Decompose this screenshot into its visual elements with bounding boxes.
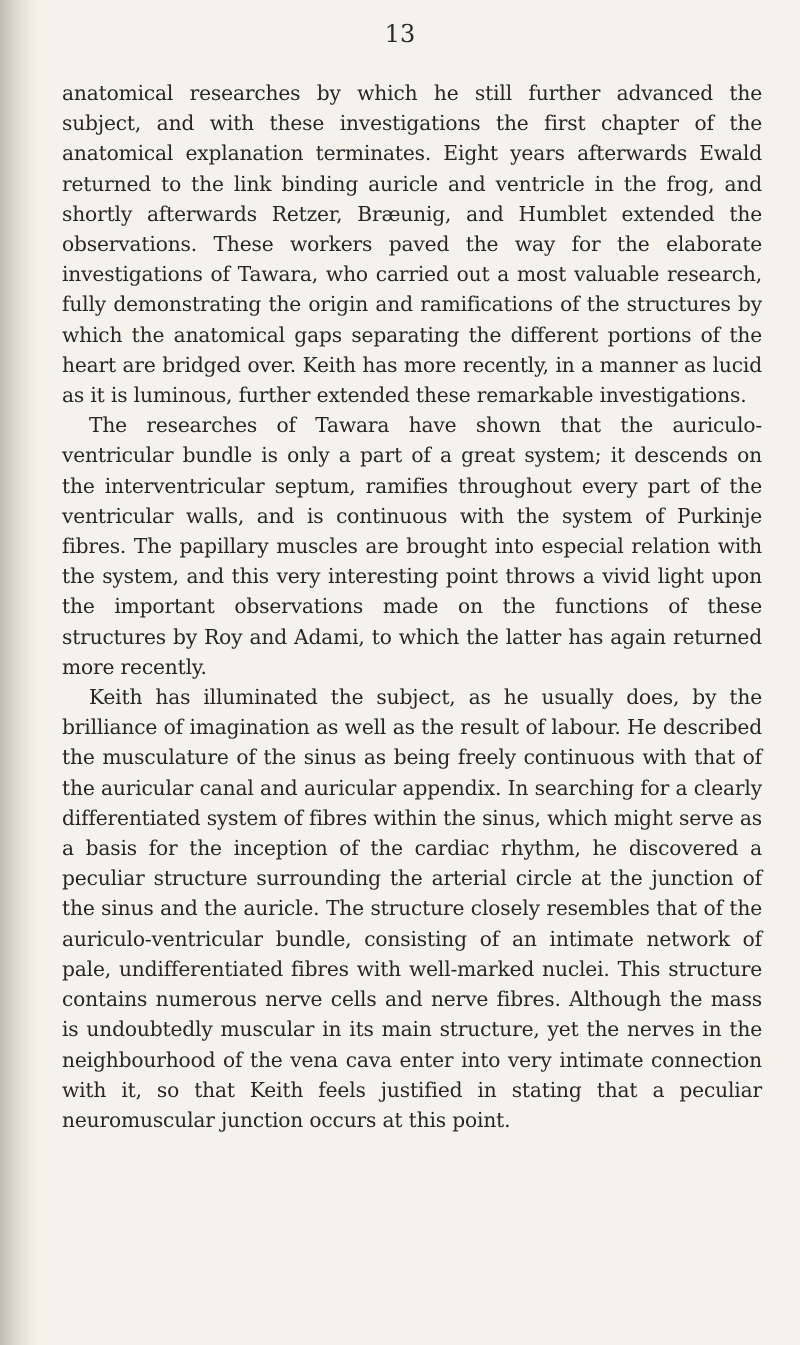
paragraph-3: Keith has illuminated the subject, as he usually does, by the brilliance of imagination as well as the result of labour. He described the musculature of the sinus as being freely continuous with that of the auricular canal and auricular appendix. In searching for a clearly differentiated system of fibres within the sinus, which might serve as a basis for the inception of the cardiac rhythm, he discovered a peculiar structure surrounding the arterial circle at the junction of the sinus and the auricle. The structure closely resembles that of the auriculo-ventricular bundle, consisting of an intimate network of pale, undifferentiated fibres with well-marked nuclei. This structure contains numerous nerve cells and nerve fibres. Although the mass is undoubtedly muscular in its main structure, yet the nerves in the neighbourhood of the vena cava enter into very intimate connection with it, so that Keith feels justified in stating that a peculiar neuromuscular junction occurs at this point. (62, 685, 762, 1132)
paragraph-1: anatomical researches by which he still further advanced the subject, and with these investigations the first chapter of the anatomical explanation terminates. Eight years afterwards Ewald returned to the link binding auricle and ventricle in the frog, and shortly afterwards Retzer, Bræunig, and Humblet extended the observations. These workers paved the way for the elaborate investigations of Tawara, who carried out a most valuable research, fully demonstrating the origin and ramifications of the structures by which the anatomical gaps separating the different portions of the heart are bridged over. Keith has more recently, in a manner as lucid as it is luminous, further extended these remarkable investigations. (62, 81, 762, 408)
page-number: 13 (384, 20, 416, 48)
binding-gutter-shadow (0, 0, 38, 1345)
body-text (62, 78, 762, 1135)
paragraph-2: The researches of Tawara have shown that the auriculo-ventricular bundle is only a part of a great system; it descends on the interventricular septum, ramifies throughout every part of the ventricular walls, and is continuous with the system of Purkinje fibres. The papillary muscles are brought into especial relation with the system, and this very interesting point throws a vivid light upon the important observations made on the functions of these structures by Roy and Adami, to which the latter has again returned more recently. (62, 413, 762, 679)
